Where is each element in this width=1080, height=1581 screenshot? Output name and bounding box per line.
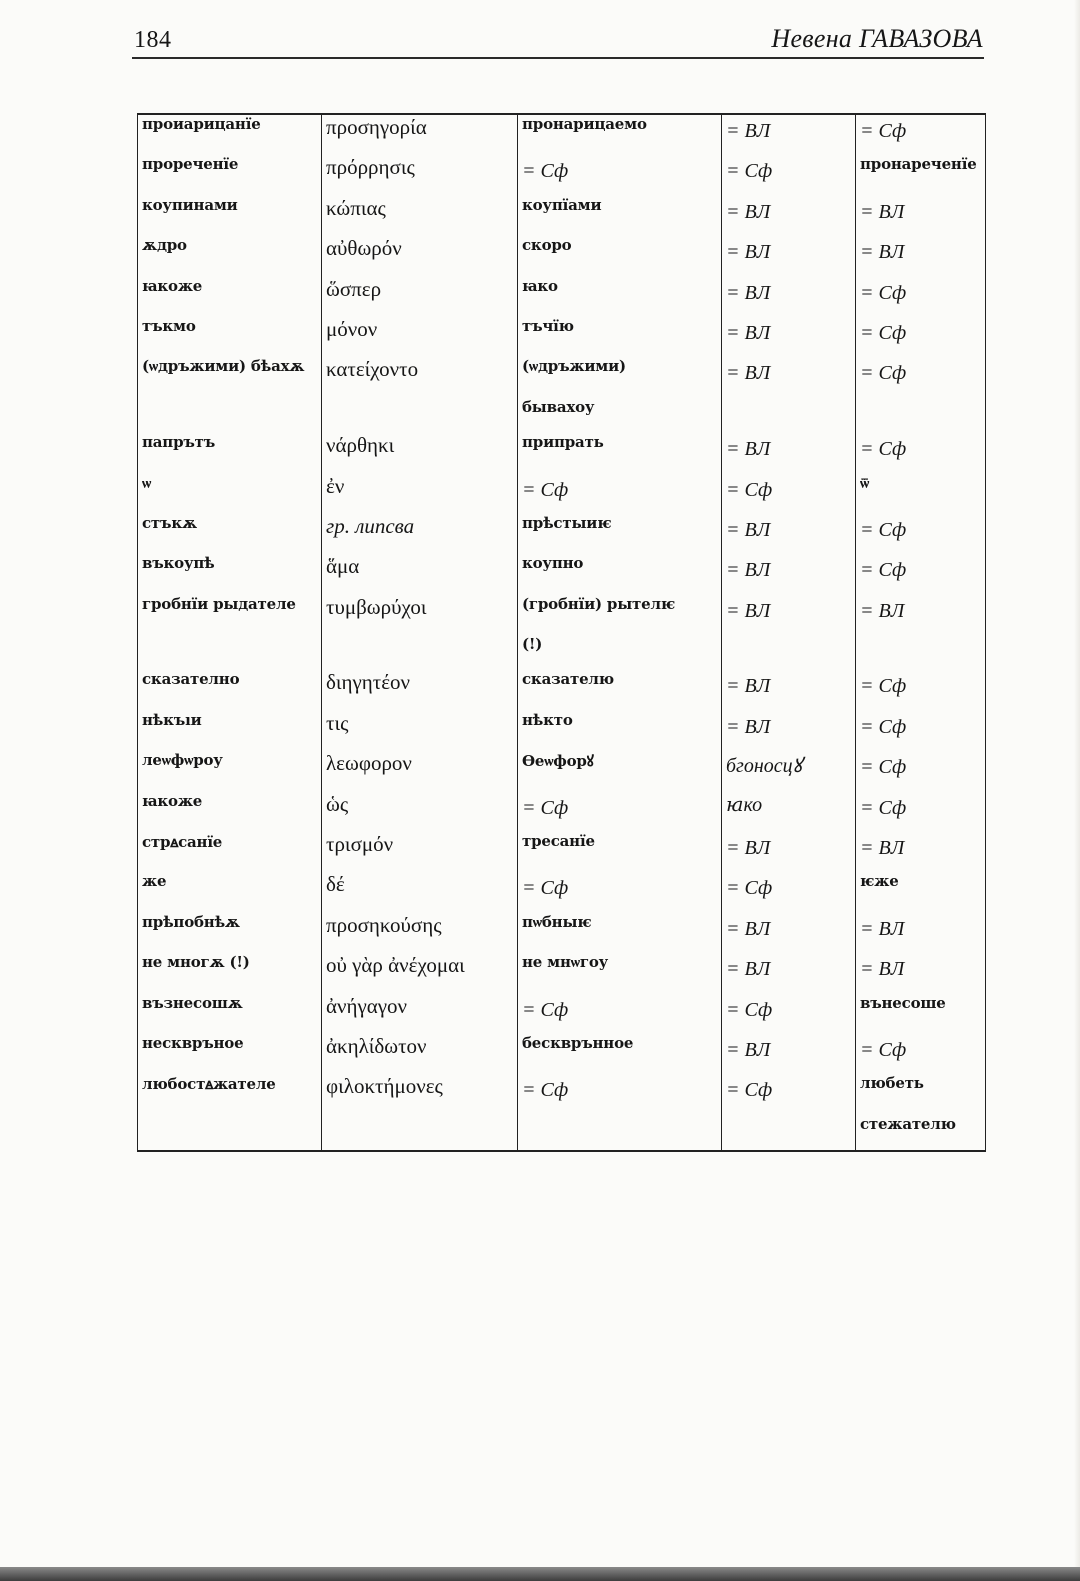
cell-variant-term: не мнѡгоу [518, 953, 722, 993]
cell-church-slavonic-term: сказателно [138, 670, 322, 710]
table-row [138, 711, 986, 751]
cell-comparison-sf: любеть [856, 1074, 986, 1114]
cell-variant-term: пронарицаемо [518, 114, 722, 155]
table-row [138, 670, 986, 710]
cell-church-slavonic-term [138, 1115, 322, 1151]
table-row [138, 913, 986, 953]
cell-comparison-vl: = ВЛ [722, 196, 856, 236]
cell-variant-term: = Сф [518, 872, 722, 912]
table-row [138, 155, 986, 195]
cell-church-slavonic-term: прореченїе [138, 155, 322, 195]
cell-variant-term: бескврънное [518, 1034, 722, 1074]
cell-greek-term: φιλοκτήμονες [322, 1074, 518, 1114]
cell-variant-term: тъчїю [518, 317, 722, 357]
cell-comparison-vl [722, 635, 856, 670]
scan-bottom-shadow [0, 1567, 1080, 1581]
cell-comparison-vl: = ВЛ [722, 913, 856, 953]
cell-comparison-vl: = Сф [722, 872, 856, 912]
cell-comparison-sf: = Сф [856, 433, 986, 473]
cell-greek-term: δέ [322, 872, 518, 912]
cell-comparison-sf [856, 635, 986, 670]
cell-church-slavonic-term: прѣпобнѣѫ [138, 913, 322, 953]
cell-greek-term: ἐν [322, 474, 518, 514]
cell-comparison-sf: = ВЛ [856, 913, 986, 953]
cell-church-slavonic-term: любостꙙжателе [138, 1074, 322, 1114]
cell-greek-term [322, 398, 518, 433]
cell-comparison-vl: = ВЛ [722, 514, 856, 554]
cell-comparison-sf: = ВЛ [856, 236, 986, 276]
cell-greek-term: ἀκηλίδωτον [322, 1034, 518, 1074]
table-row [138, 317, 986, 357]
cell-greek-term: τυμβωρύχοι [322, 595, 518, 635]
cell-greek-term: гр. липсва [322, 514, 518, 554]
header-rule [132, 57, 984, 59]
cell-comparison-sf: = Сф [856, 317, 986, 357]
cell-comparison-sf: = Сф [856, 514, 986, 554]
cell-greek-term: διηγητέον [322, 670, 518, 710]
cell-greek-term [322, 1115, 518, 1151]
cell-church-slavonic-term: нѣкъıи [138, 711, 322, 751]
cell-church-slavonic-term: стрꙙсанїе [138, 832, 322, 872]
cell-variant-term: = Сф [518, 994, 722, 1034]
running-head-author: Невена ГАВАЗОВА [771, 24, 983, 53]
cell-comparison-vl: бгоносцꙋ [722, 751, 856, 791]
cell-church-slavonic-term: тъкмо [138, 317, 322, 357]
cell-comparison-vl: = ВЛ [722, 114, 856, 155]
cell-comparison-vl: = Сф [722, 155, 856, 195]
table-row [138, 953, 986, 993]
table-row [138, 994, 986, 1034]
cell-greek-term: ἅμα [322, 554, 518, 594]
cell-church-slavonic-term: стъкѫ [138, 514, 322, 554]
table-row [138, 751, 986, 791]
cell-comparison-vl: = ВЛ [722, 953, 856, 993]
cell-comparison-vl: = ВЛ [722, 1034, 856, 1074]
cell-church-slavonic-term: възнесошѫ [138, 994, 322, 1034]
cell-greek-term: τις [322, 711, 518, 751]
cell-greek-term: πρόρρησις [322, 155, 518, 195]
table-row [138, 433, 986, 473]
cell-church-slavonic-term: леѡфѡроу [138, 751, 322, 791]
cell-comparison-sf: вънесоше [856, 994, 986, 1034]
table-row [138, 1074, 986, 1114]
cell-church-slavonic-term [138, 635, 322, 670]
cell-comparison-sf: = Сф [856, 277, 986, 317]
cell-church-slavonic-term: въкоупѣ [138, 554, 322, 594]
cell-variant-term: (гробнїи) рытелѥ [518, 595, 722, 635]
cell-variant-term: скоро [518, 236, 722, 276]
table-row [138, 514, 986, 554]
table-row [138, 872, 986, 912]
cell-comparison-vl: = ВЛ [722, 433, 856, 473]
cell-comparison-vl: = ВЛ [722, 670, 856, 710]
cell-comparison-sf: = Сф [856, 1034, 986, 1074]
table-row [138, 595, 986, 635]
cell-church-slavonic-term: гробнїи рыдателе [138, 595, 322, 635]
cell-variant-term: ꙗко [518, 277, 722, 317]
cell-comparison-vl: = ВЛ [722, 711, 856, 751]
cell-comparison-sf: пронареченїе [856, 155, 986, 195]
cell-church-slavonic-term: ѫдро [138, 236, 322, 276]
cell-comparison-sf: ѿ [856, 474, 986, 514]
cell-comparison-sf: = ВЛ [856, 595, 986, 635]
cell-greek-term: αὐθωρόν [322, 236, 518, 276]
cell-comparison-sf: = ВЛ [856, 832, 986, 872]
cell-comparison-vl [722, 1115, 856, 1151]
table-row [138, 554, 986, 594]
cell-comparison-sf: = Сф [856, 792, 986, 832]
cell-comparison-sf: = Сф [856, 114, 986, 155]
cell-church-slavonic-term: не многѫ (!) [138, 953, 322, 993]
cell-comparison-vl: = ВЛ [722, 277, 856, 317]
table-row [138, 196, 986, 236]
cell-greek-term: κώπιας [322, 196, 518, 236]
cell-comparison-vl: = ВЛ [722, 357, 856, 397]
cell-comparison-vl: = ВЛ [722, 832, 856, 872]
cell-church-slavonic-term [138, 398, 322, 433]
table-row [138, 357, 986, 397]
cell-comparison-vl: ꙗко [722, 792, 856, 832]
cell-comparison-sf: = Сф [856, 751, 986, 791]
table-row [138, 635, 986, 670]
cell-variant-term: (!) [518, 635, 722, 670]
cell-variant-term: тресанїе [518, 832, 722, 872]
table-row [138, 474, 986, 514]
cell-greek-term: νάρθηκι [322, 433, 518, 473]
cell-variant-term [518, 1115, 722, 1151]
cell-variant-term: припрать [518, 433, 722, 473]
cell-variant-term: коупїами [518, 196, 722, 236]
cell-variant-term: коупно [518, 554, 722, 594]
cell-comparison-vl: = ВЛ [722, 595, 856, 635]
scan-edge-shade [1074, 0, 1080, 1581]
cell-greek-term: οὐ γὰρ ἀνέχομαι [322, 953, 518, 993]
table-row [138, 792, 986, 832]
cell-comparison-sf: = ВЛ [856, 953, 986, 993]
cell-church-slavonic-term: ѡ [138, 474, 322, 514]
cell-comparison-sf: ѥже [856, 872, 986, 912]
cell-comparison-vl: = Сф [722, 1074, 856, 1114]
cell-greek-term: μόνον [322, 317, 518, 357]
cell-church-slavonic-term: же [138, 872, 322, 912]
cell-comparison-sf: = Сф [856, 711, 986, 751]
lexicon-body [138, 114, 986, 1151]
cell-comparison-sf: = ВЛ [856, 196, 986, 236]
cell-comparison-sf [856, 398, 986, 433]
cell-comparison-vl: = Сф [722, 474, 856, 514]
cell-comparison-vl [722, 398, 856, 433]
table-row [138, 1034, 986, 1074]
cell-church-slavonic-term: проиарицанїе [138, 114, 322, 155]
cell-church-slavonic-term: папрътъ [138, 433, 322, 473]
cell-variant-term: пѡбныѥ [518, 913, 722, 953]
cell-comparison-sf: = Сф [856, 554, 986, 594]
cell-comparison-vl: = ВЛ [722, 236, 856, 276]
cell-variant-term: Ѳеѡфорꙋ [518, 751, 722, 791]
cell-greek-term: τρισμόν [322, 832, 518, 872]
cell-greek-term: κατείχοντο [322, 357, 518, 397]
cell-variant-term: (ѡдръжими) [518, 357, 722, 397]
cell-church-slavonic-term: несквръное [138, 1034, 322, 1074]
cell-comparison-vl: = ВЛ [722, 554, 856, 594]
cell-greek-term: λεωφορον [322, 751, 518, 791]
lexicon-table [137, 113, 986, 1152]
cell-greek-term: προσηκούσης [322, 913, 518, 953]
table-row [138, 1115, 986, 1151]
cell-church-slavonic-term: (ѡдръжими) бѣахѫ [138, 357, 322, 397]
cell-greek-term: ὡς [322, 792, 518, 832]
cell-variant-term: нѣкто [518, 711, 722, 751]
cell-church-slavonic-term: коупинами [138, 196, 322, 236]
cell-church-slavonic-term: ꙗкоже [138, 792, 322, 832]
cell-variant-term: = Сф [518, 1074, 722, 1114]
cell-variant-term: = Сф [518, 792, 722, 832]
cell-variant-term: сказателю [518, 670, 722, 710]
table-row [138, 114, 986, 155]
page-number: 184 [134, 27, 172, 53]
cell-greek-term: ἀνήγαγον [322, 994, 518, 1034]
cell-comparison-sf: = Сф [856, 357, 986, 397]
table-row [138, 398, 986, 433]
cell-comparison-sf: стежателю [856, 1115, 986, 1151]
cell-variant-term: прѣстыиѥ [518, 514, 722, 554]
cell-comparison-sf: = Сф [856, 670, 986, 710]
table-row [138, 832, 986, 872]
cell-greek-term: ὥσπερ [322, 277, 518, 317]
table-row [138, 277, 986, 317]
cell-variant-term: = Сф [518, 155, 722, 195]
cell-variant-term: бывахоу [518, 398, 722, 433]
cell-greek-term: προσηγορία [322, 114, 518, 155]
table-row [138, 236, 986, 276]
cell-comparison-vl: = Сф [722, 994, 856, 1034]
cell-comparison-vl: = ВЛ [722, 317, 856, 357]
cell-greek-term [322, 635, 518, 670]
cell-church-slavonic-term: ꙗкоже [138, 277, 322, 317]
cell-variant-term: = Сф [518, 474, 722, 514]
